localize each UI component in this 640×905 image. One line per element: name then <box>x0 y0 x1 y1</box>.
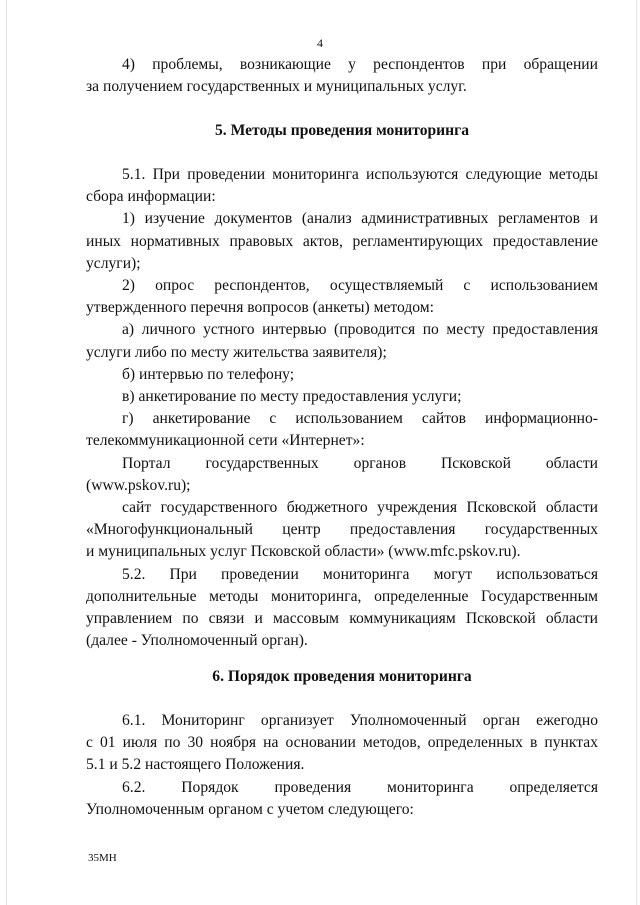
text-line: «Многофункциональный центр предоставления государственных <box>86 521 598 539</box>
text-line: 2) опрос респондентов, осуществляемый с использованием <box>122 277 598 295</box>
text-line: услуги); <box>86 254 141 272</box>
text-line: 1) изучение документов (анализ административных регламентов и <box>122 210 598 228</box>
section-6-body <box>86 710 598 821</box>
text-line: 5.2. При проведении мониторинга могут использоваться <box>122 565 598 583</box>
text-line: Уполномоченным органом с учетом следующего: <box>86 800 414 818</box>
text-line: утвержденного перечня вопросов (анкеты) методом: <box>86 299 434 317</box>
text-line: телекоммуникационной сети «Интернет»: <box>86 432 365 450</box>
item-4-text <box>86 54 598 98</box>
text-line: дополнительные методы мониторинга, определенные Государственным <box>86 587 598 605</box>
text-line: Портал государственных органов Псковской области <box>122 454 598 472</box>
text-line: б) интервью по телефону; <box>122 365 295 383</box>
section-5-body <box>86 164 598 652</box>
footer-code: 35МН <box>88 852 117 864</box>
page-number: 4 <box>317 36 323 50</box>
text-line: за получением государственных и муниципальных услуг. <box>86 78 467 96</box>
text-line: с 01 июля по 30 ноября на основании методов, определенных в пунктах <box>86 734 598 752</box>
text-line: а) личного устного интервью (проводится по месту предоставления <box>122 321 598 339</box>
text-line: 5.1 и 5.2 настоящего Положения. <box>86 756 305 774</box>
section-heading-5: 5. Методы проведения мониторинга <box>214 122 470 139</box>
text-line: управлением по связи и массовым коммуникациям Псковской области <box>86 610 598 628</box>
text-line: сайт государственного бюджетного учреждения Псковской области <box>122 499 598 517</box>
text-line: услуги либо по месту жительства заявителя); <box>86 343 387 361</box>
text-line: в) анкетирование по месту предоставления услуги; <box>122 388 462 406</box>
text-line: 5.1. При проведении мониторинга используются следующие методы <box>122 166 598 183</box>
text-line: 4) проблемы, возникающие у респондентов при обращении <box>122 56 598 73</box>
text-line: сбора информации: <box>86 188 216 206</box>
scan-edge-left <box>6 0 7 905</box>
text-line: (далее - Уполномоченный орган). <box>86 632 308 650</box>
text-line: и муниципальных услуг Псковской области» (www.mfc.pskov.ru). <box>86 543 521 561</box>
text-line: 6.2. Порядок проведения мониторинга определяется <box>122 778 598 796</box>
text-line: г) анкетирование с использованием сайтов информационно- <box>122 410 598 428</box>
text-line: (www.pskov.ru); <box>86 476 191 494</box>
text-line: иных нормативных правовых актов, регламентирующих предоставление <box>86 232 598 250</box>
scan-edge-right <box>636 0 637 905</box>
section-heading-6: 6. Порядок проведения мониторинга <box>212 668 472 685</box>
text-line: 6.1. Мониторинг организует Уполномоченный орган ежегодно <box>122 712 598 729</box>
